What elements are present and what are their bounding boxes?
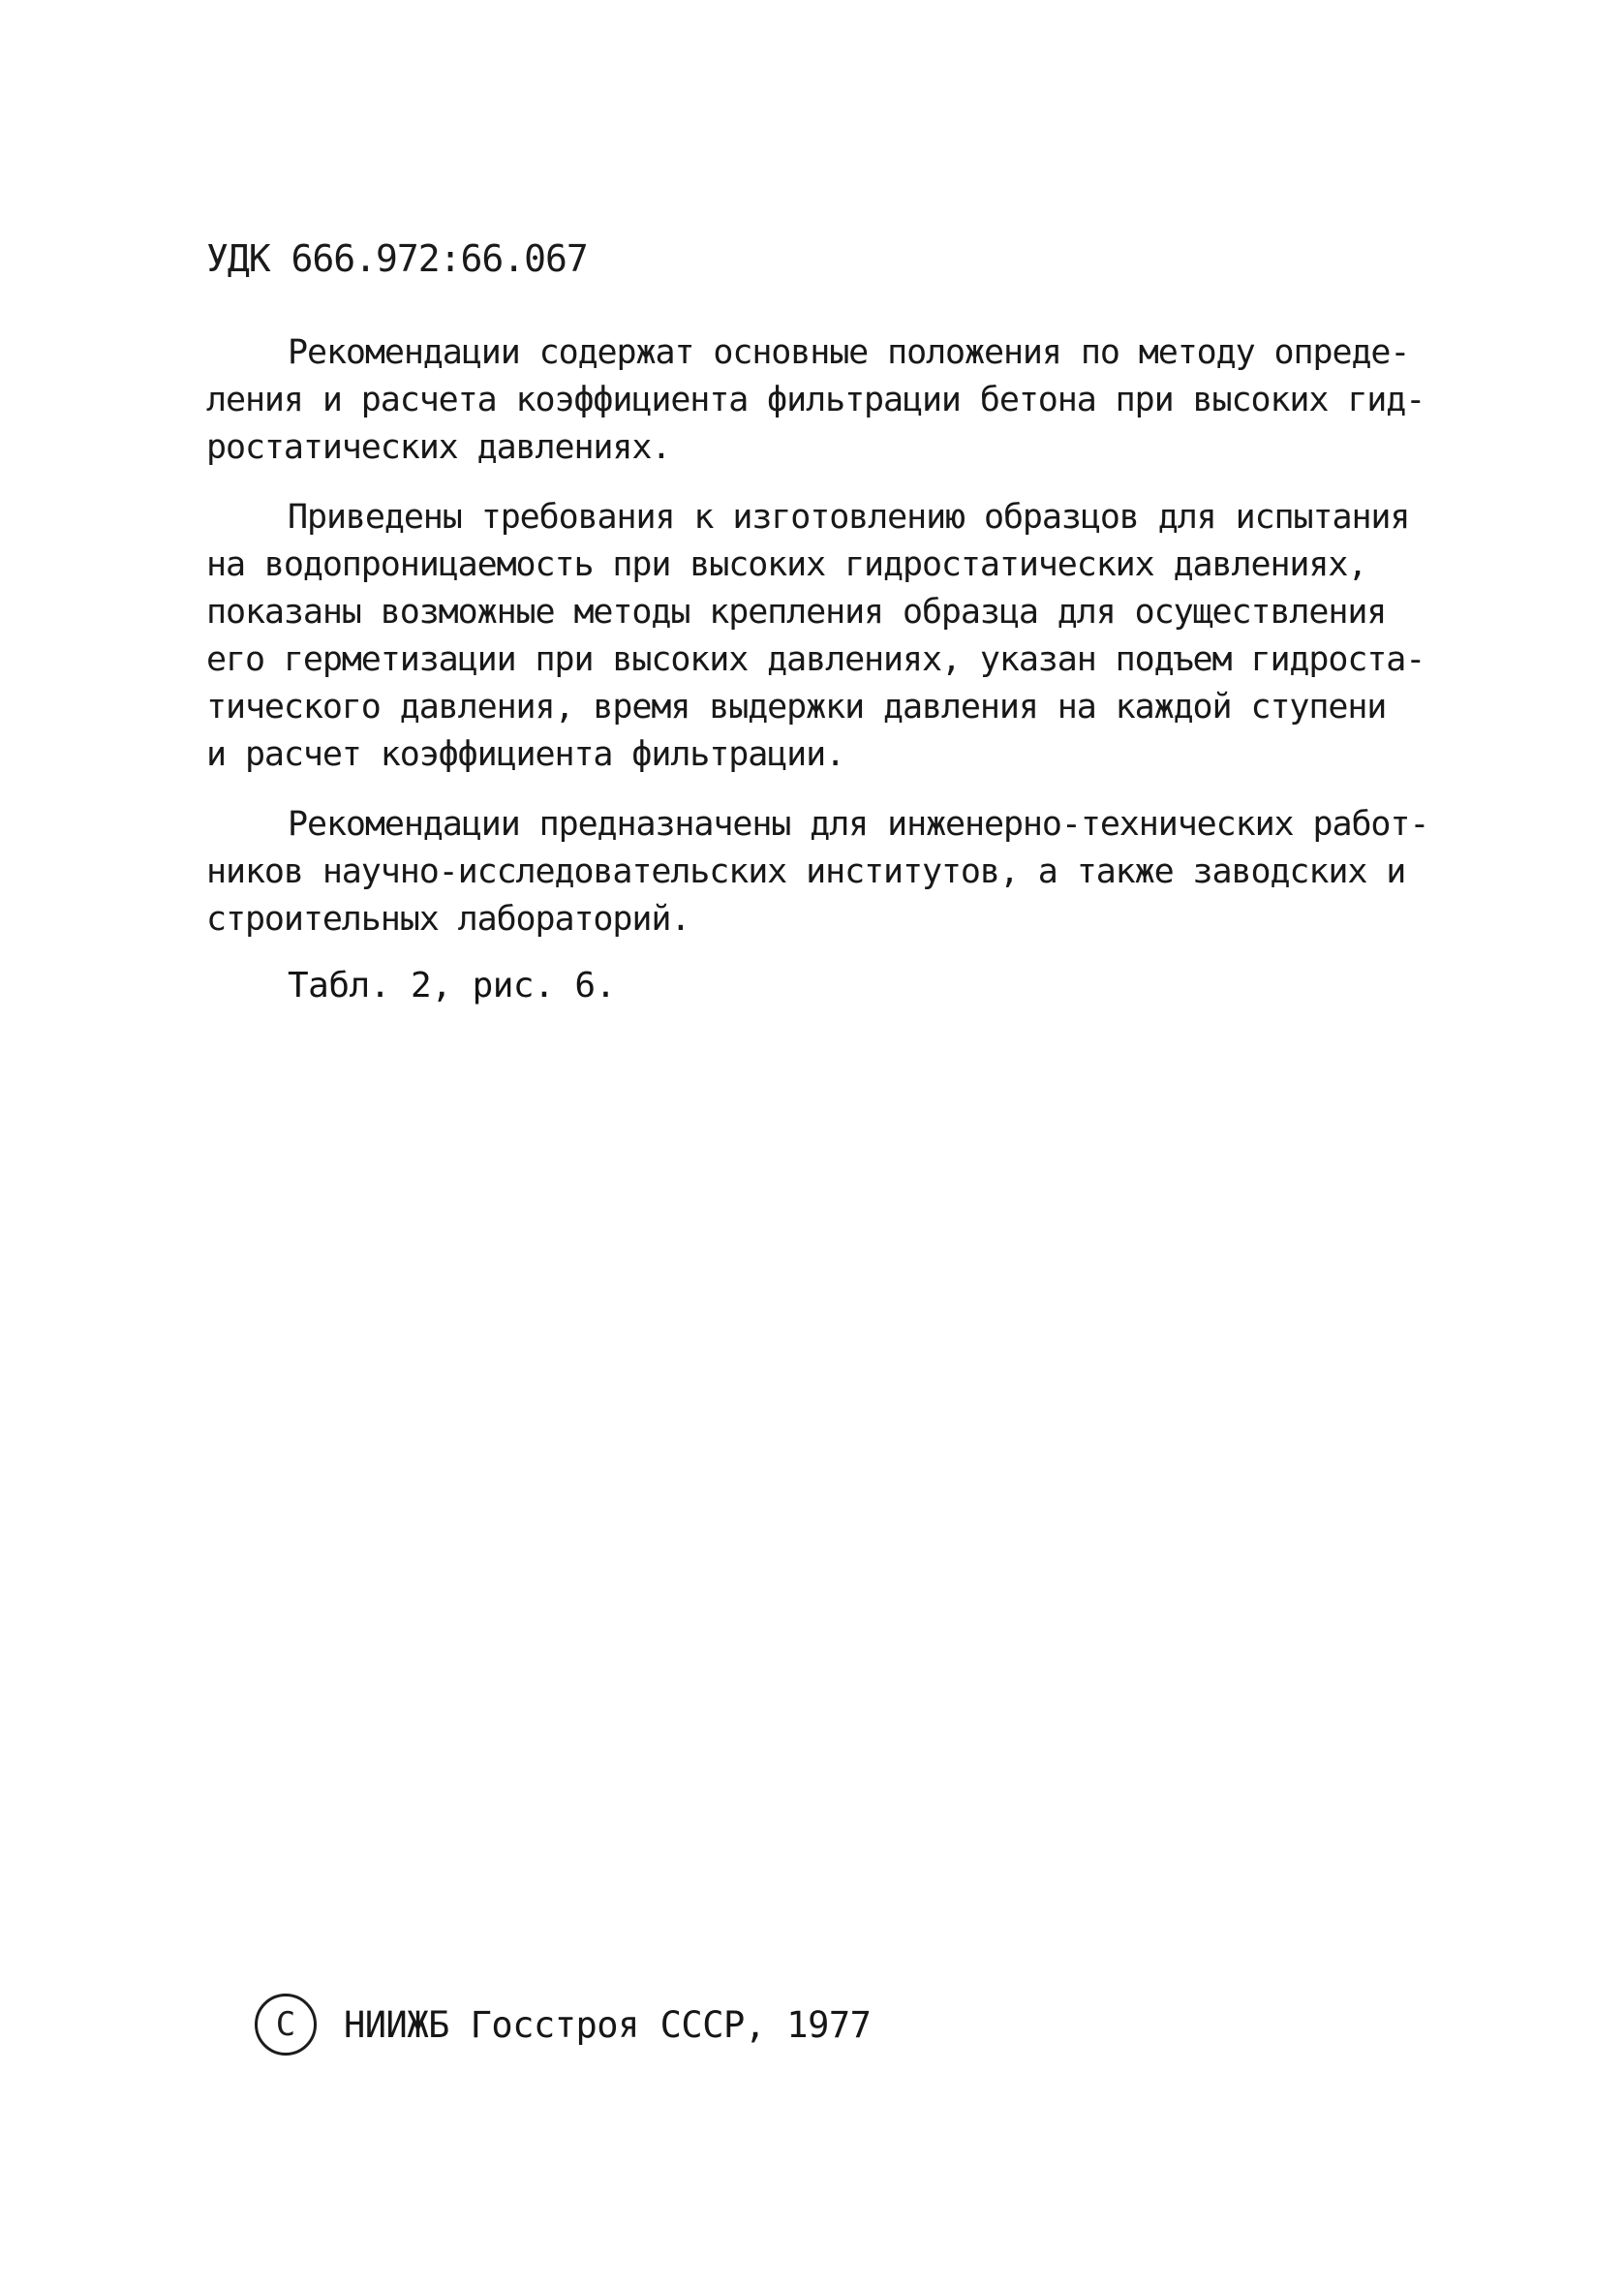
copyright-icon: C xyxy=(255,1994,317,2056)
annotation-text xyxy=(206,329,1455,966)
copyright-notice xyxy=(255,1988,871,2061)
text-line: строительных лабораторий. xyxy=(206,900,690,939)
text-line: Приведены требования к изготовлению образцов для испытания xyxy=(288,498,1410,537)
annotation-paragraph-1 xyxy=(206,329,1455,472)
annotation-paragraph-3 xyxy=(206,801,1455,943)
text-line: ростатических давлениях. xyxy=(206,428,671,467)
copyright-text: НИИЖБ Госстроя СССР, 1977 xyxy=(344,2003,872,2046)
text-line: ников научно-исследовательских институтов, а также заводских и xyxy=(206,852,1406,891)
text-line: его герметизации при высоких давлениях, указан подъем гидроста- xyxy=(206,640,1425,679)
text-line: на водопроницаемость при высоких гидростатических давлениях, xyxy=(206,545,1367,584)
text-line: ления и расчета коэффициента фильтрации бетона при высоких гид- xyxy=(206,381,1425,419)
annotation-paragraph-2 xyxy=(206,494,1455,779)
udc-code: УДК 666.972:66.067 xyxy=(206,237,588,280)
text-line: Рекомендации содержат основные положения по методу опреде- xyxy=(288,333,1410,372)
text-line: показаны возможные методы крепления образца для осуществления xyxy=(206,593,1387,632)
text-line: тического давления, время выдержки давления на каждой ступени xyxy=(206,688,1387,727)
tables-figures-count: Табл. 2, рис. 6. xyxy=(288,966,616,1005)
text-line: Рекомендации предназначены для инженерно-технических работ- xyxy=(288,805,1429,844)
text-line: и расчет коэффициента фильтрации. xyxy=(206,735,845,774)
